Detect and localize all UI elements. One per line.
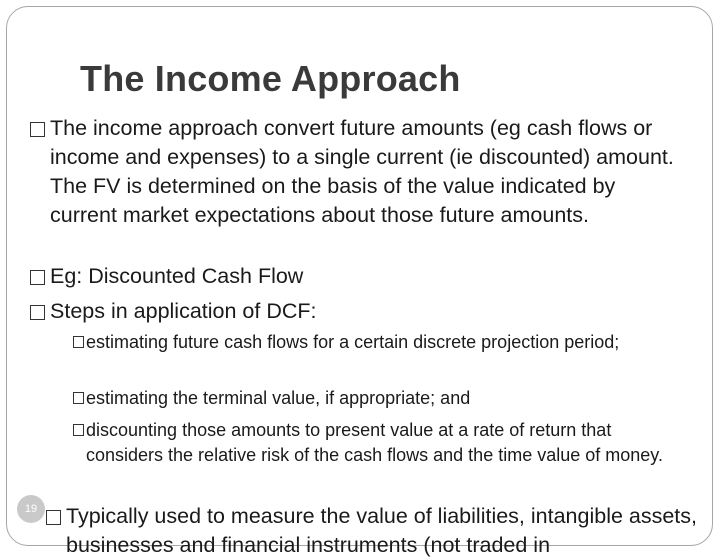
hollow-square-bullet-icon xyxy=(46,510,61,525)
page-number-badge: 19 xyxy=(17,495,45,523)
hollow-square-bullet-icon xyxy=(30,305,45,320)
hollow-square-sub-bullet-icon xyxy=(73,392,84,404)
bullet-item-dcf-example xyxy=(30,262,685,291)
bullet-item-typically-used xyxy=(46,502,701,560)
sub-bullet-text: estimating future cash flows for a certain discrete projection period; xyxy=(86,332,620,352)
slide-title: The Income Approach xyxy=(80,58,461,99)
bullet-item-dcf-steps xyxy=(30,297,685,326)
sub-bullet-item-discounting xyxy=(73,418,693,467)
bullet-text: Steps in application of DCF: xyxy=(50,299,317,323)
bullet-text: The income approach convert future amounts (eg cash flows or income and expenses) to a single current (ie discounted) amount. The FV is determined on the basis of the value indicated by current market expectations about those future amounts. xyxy=(50,116,674,227)
bullet-item-income-approach xyxy=(30,114,685,230)
bullet-text: Typically used to measure the value of liabilities, intangible assets, businesses and financial instruments (not traded in xyxy=(66,504,698,557)
sub-bullet-item-cash-flows xyxy=(73,330,693,355)
sub-bullet-text: discounting those amounts to present value at a rate of return that considers the relative risk of the cash flows and the time value of money. xyxy=(86,420,663,465)
hollow-square-sub-bullet-icon xyxy=(73,424,84,436)
sub-bullet-item-terminal-value xyxy=(73,386,693,411)
bullet-text: Eg: Discounted Cash Flow xyxy=(50,264,304,288)
hollow-square-bullet-icon xyxy=(30,270,45,285)
hollow-square-sub-bullet-icon xyxy=(73,336,84,348)
hollow-square-bullet-icon xyxy=(30,122,45,137)
sub-bullet-text: estimating the terminal value, if appropriate; and xyxy=(86,388,471,408)
